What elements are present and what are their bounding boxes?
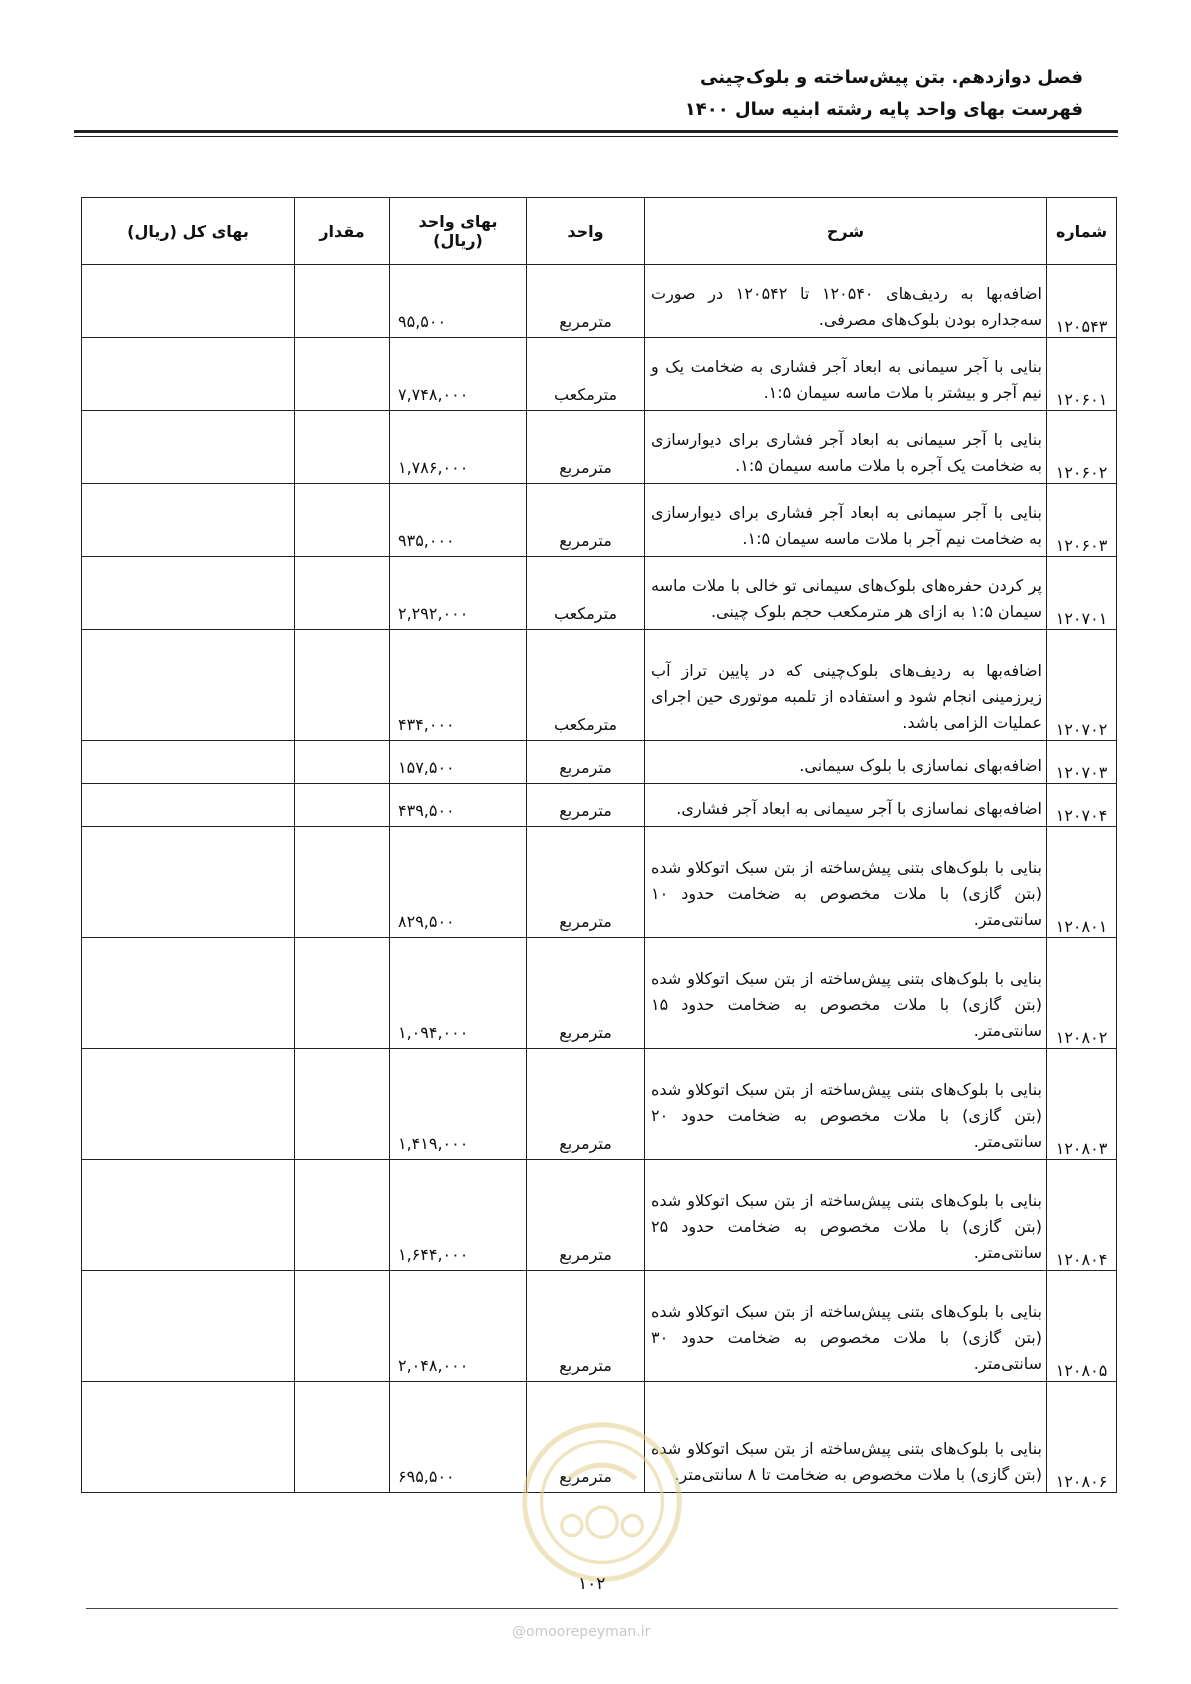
row-description: بنایی با بلوک‌های بتنی پیش‌ساخته از بتن سبک اتوکلاو شده (بتن گازی) با ملات مخصوص به ضخامت حدود ۱۵ سانتی‌متر. <box>645 938 1047 1049</box>
row-unit-price: ۷,۷۴۸,۰۰۰ <box>390 338 527 411</box>
row-unit: مترمربع <box>527 827 645 938</box>
row-total-price <box>82 938 295 1049</box>
row-unit-price: ۱,۰۹۴,۰۰۰ <box>390 938 527 1049</box>
watermark-url: @omoorepeyman.ir <box>512 1624 651 1640</box>
row-description: اضافه‌بهای نماسازی با آجر سیمانی به ابعاد آجر فشاری. <box>645 784 1047 827</box>
row-total-price <box>82 1160 295 1271</box>
row-quantity <box>295 1160 390 1271</box>
column-header-total-price: بهای کل (ریال) <box>82 198 295 265</box>
column-header-unit-price: بهای واحد (ریال) <box>390 198 527 265</box>
row-unit-price: ۸۲۹,۵۰۰ <box>390 827 527 938</box>
row-unit: مترمربع <box>527 265 645 338</box>
row-code: ۱۲۰۸۰۶ <box>1047 1382 1117 1493</box>
row-total-price <box>82 411 295 484</box>
row-total-price <box>82 630 295 741</box>
price-list-title: فهرست بهای واحد پایه رشته ابنیه سال ۱۴۰۰ <box>684 99 1083 120</box>
row-unit-price: ۴۳۴,۰۰۰ <box>390 630 527 741</box>
row-code: ۱۲۰۸۰۴ <box>1047 1160 1117 1271</box>
row-quantity <box>295 484 390 557</box>
row-unit: مترمکعب <box>527 557 645 630</box>
table-row <box>82 557 1117 630</box>
row-total-price <box>82 557 295 630</box>
row-total-price <box>82 1049 295 1160</box>
row-total-price <box>82 741 295 784</box>
row-total-price <box>82 1271 295 1382</box>
row-description: بنایی با آجر سیمانی به ابعاد آجر فشاری برای دیوارسازی به ضخامت یک آجره با ملات ماسه سیمان ۱:۵. <box>645 411 1047 484</box>
row-unit-price: ۹۵,۵۰۰ <box>390 265 527 338</box>
table-row <box>82 1271 1117 1382</box>
table-row <box>82 827 1117 938</box>
table-row <box>82 784 1117 827</box>
row-quantity <box>295 1382 390 1493</box>
header-rule-thin <box>74 136 1118 137</box>
row-description: اضافه‌بها به ردیف‌های ۱۲۰۵۴۰ تا ۱۲۰۵۴۲ در صورت سه‌جداره بودن بلوک‌های مصرفی. <box>645 265 1047 338</box>
row-unit: مترمربع <box>527 1382 645 1493</box>
row-quantity <box>295 1049 390 1160</box>
row-code: ۱۲۰۷۰۱ <box>1047 557 1117 630</box>
row-quantity <box>295 338 390 411</box>
row-unit: مترمربع <box>527 1160 645 1271</box>
chapter-title: فصل دوازدهم. بتن پیش‌ساخته و بلوک‌چینی <box>700 67 1083 88</box>
row-unit: مترمربع <box>527 938 645 1049</box>
table-row <box>82 630 1117 741</box>
row-quantity <box>295 630 390 741</box>
table-row <box>82 411 1117 484</box>
row-unit: مترمربع <box>527 741 645 784</box>
table-row <box>82 265 1117 338</box>
footer-rule <box>86 1608 1118 1609</box>
row-total-price <box>82 265 295 338</box>
price-table <box>81 197 1117 1493</box>
row-description: اضافه‌بها به ردیف‌های بلوک‌چینی که در پایین تراز آب زیرزمینی انجام شود و استفاده از تلمبه موتوری حین اجرای عملیات الزامی باشد. <box>645 630 1047 741</box>
table-row <box>82 938 1117 1049</box>
table-header-row <box>82 198 1117 265</box>
row-unit: مترمکعب <box>527 338 645 411</box>
table-row <box>82 1160 1117 1271</box>
row-description: بنایی با بلوک‌های بتنی پیش‌ساخته از بتن سبک اتوکلاو شده (بتن گازی) با ملات مخصوص به ضخامت حدود ۳۰ سانتی‌متر. <box>645 1271 1047 1382</box>
page-number: ۱۰۲ <box>578 1574 606 1594</box>
row-unit-price: ۱۵۷,۵۰۰ <box>390 741 527 784</box>
page-header <box>685 62 1083 126</box>
row-code: ۱۲۰۷۰۳ <box>1047 741 1117 784</box>
row-code: ۱۲۰۸۰۱ <box>1047 827 1117 938</box>
watermark-seal-icon <box>518 1418 686 1586</box>
row-code: ۱۲۰۷۰۴ <box>1047 784 1117 827</box>
row-quantity <box>295 411 390 484</box>
table-row <box>82 484 1117 557</box>
row-total-price <box>82 827 295 938</box>
row-unit-price: ۶۹۵,۵۰۰ <box>390 1382 527 1493</box>
row-unit: مترمربع <box>527 411 645 484</box>
row-unit-price: ۹۳۵,۰۰۰ <box>390 484 527 557</box>
table-row <box>82 741 1117 784</box>
row-code: ۱۲۰۶۰۱ <box>1047 338 1117 411</box>
row-description: بنایی با بلوک‌های بتنی پیش‌ساخته از بتن سبک اتوکلاو شده (بتن گازی) با ملات مخصوص به ضخامت حدود ۲۰ سانتی‌متر. <box>645 1049 1047 1160</box>
row-quantity <box>295 741 390 784</box>
row-quantity <box>295 557 390 630</box>
row-unit: مترمربع <box>527 1271 645 1382</box>
row-description: بنایی با بلوک‌های بتنی پیش‌ساخته از بتن سبک اتوکلاو شده (بتن گازی) با ملات مخصوص به ضخامت حدود ۲۵ سانتی‌متر. <box>645 1160 1047 1271</box>
row-code: ۱۲۰۸۰۵ <box>1047 1271 1117 1382</box>
row-total-price <box>82 1382 295 1493</box>
row-unit-price: ۱,۶۴۴,۰۰۰ <box>390 1160 527 1271</box>
row-unit-price: ۴۳۹,۵۰۰ <box>390 784 527 827</box>
row-code: ۱۲۰۶۰۳ <box>1047 484 1117 557</box>
row-unit: مترمربع <box>527 484 645 557</box>
row-total-price <box>82 338 295 411</box>
row-unit: مترمربع <box>527 784 645 827</box>
row-description: اضافه‌بهای نماسازی با بلوک سیمانی. <box>645 741 1047 784</box>
row-quantity <box>295 938 390 1049</box>
row-unit: مترمکعب <box>527 630 645 741</box>
row-quantity <box>295 827 390 938</box>
row-code: ۱۲۰۸۰۲ <box>1047 938 1117 1049</box>
column-header-code: شماره <box>1047 198 1117 265</box>
row-unit-price: ۲,۲۹۲,۰۰۰ <box>390 557 527 630</box>
row-unit-price: ۱,۷۸۶,۰۰۰ <box>390 411 527 484</box>
row-description: بنایی با بلوک‌های بتنی پیش‌ساخته از بتن سبک اتوکلاو شده (بتن گازی) با ملات مخصوص به ضخامت حدود ۱۰ سانتی‌متر. <box>645 827 1047 938</box>
row-total-price <box>82 784 295 827</box>
row-code: ۱۲۰۷۰۲ <box>1047 630 1117 741</box>
row-unit: مترمربع <box>527 1049 645 1160</box>
row-description: بنایی با آجر سیمانی به ابعاد آجر فشاری به ضخامت یک و نیم آجر و بیشتر با ملات ماسه سیمان ۱:۵. <box>645 338 1047 411</box>
row-quantity <box>295 1271 390 1382</box>
column-header-unit: واحد <box>527 198 645 265</box>
table-row <box>82 338 1117 411</box>
header-rule-thick <box>74 130 1118 133</box>
table-row <box>82 1049 1117 1160</box>
row-total-price <box>82 484 295 557</box>
row-description: بنایی با آجر سیمانی به ابعاد آجر فشاری برای دیوارسازی به ضخامت نیم آجر با ملات ماسه سیمان ۱:۵. <box>645 484 1047 557</box>
column-header-description: شرح <box>645 198 1047 265</box>
row-code: ۱۲۰۶۰۲ <box>1047 411 1117 484</box>
row-description: پر کردن حفره‌های بلوک‌های سیمانی تو خالی با ملات ماسه سیمان ۱:۵ به ازای هر مترمکعب حجم بلوک چینی. <box>645 557 1047 630</box>
row-unit-price: ۱,۴۱۹,۰۰۰ <box>390 1049 527 1160</box>
row-quantity <box>295 784 390 827</box>
row-unit-price: ۲,۰۴۸,۰۰۰ <box>390 1271 527 1382</box>
row-description: بنایی با بلوک‌های بتنی پیش‌ساخته از بتن سبک اتوکلاو شده (بتن گازی) با ملات مخصوص به ضخامت تا ۸ سانتی‌متر. <box>645 1382 1047 1493</box>
row-code: ۱۲۰۵۴۳ <box>1047 265 1117 338</box>
row-quantity <box>295 265 390 338</box>
row-code: ۱۲۰۸۰۳ <box>1047 1049 1117 1160</box>
column-header-quantity: مقدار <box>295 198 390 265</box>
